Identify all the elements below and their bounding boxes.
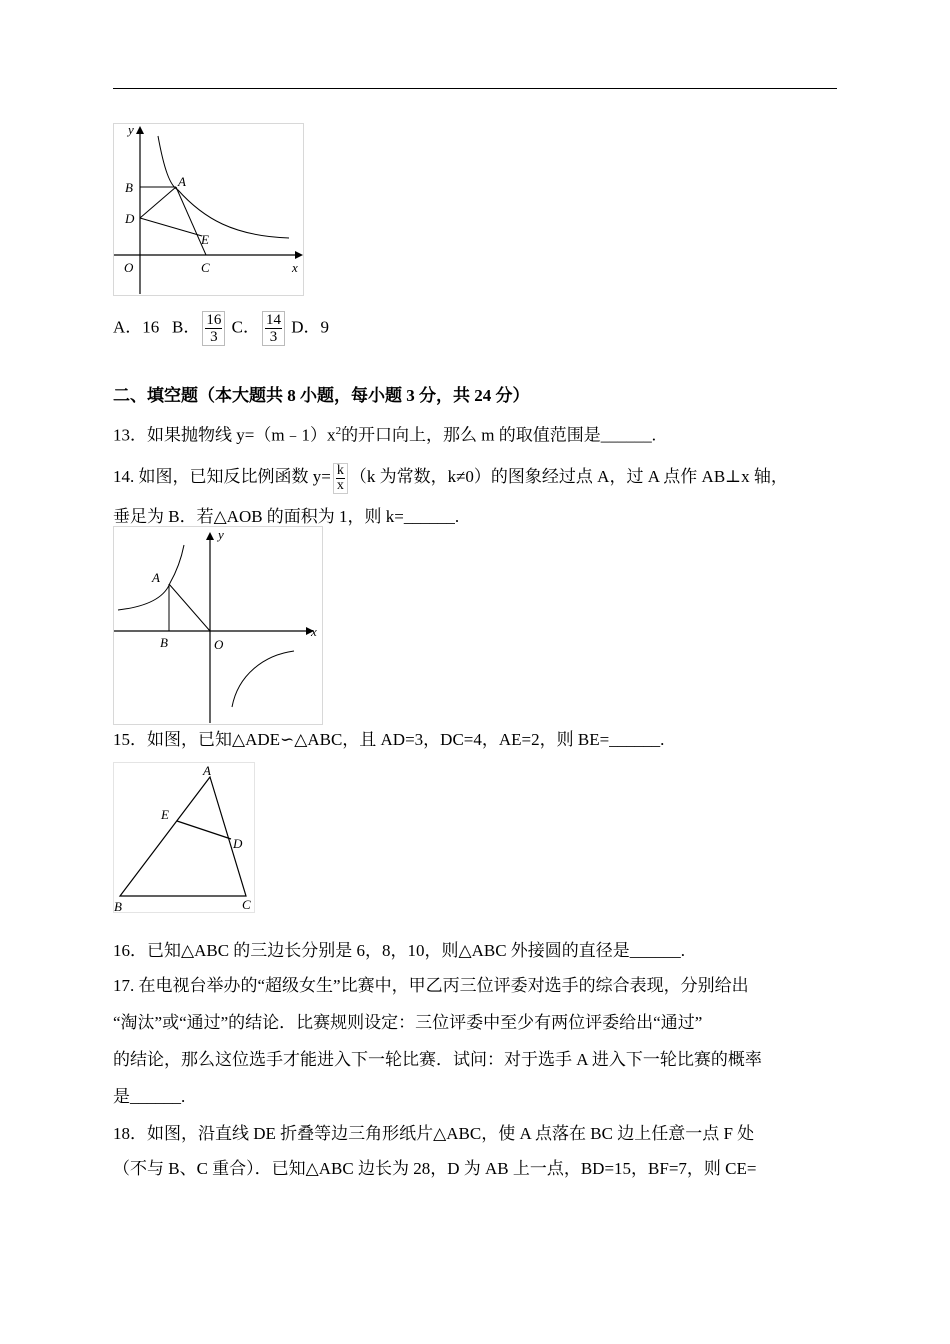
question-17-line4: 是______. [113, 1087, 186, 1106]
label-d: D [233, 836, 243, 851]
label-e: E [161, 807, 169, 822]
triangle-abc [120, 777, 246, 896]
q14-pre: 14. 如图，已知反比例函数 y= [113, 467, 331, 486]
figure-q15 [113, 762, 255, 913]
figure-q14 [113, 526, 323, 725]
fraction-b-den: 3 [210, 329, 218, 345]
label-d: D [125, 211, 135, 226]
question-16: 16．已知△ABC 的三边长分别是 6，8，10，则△ABC 外接圆的直径是______. [113, 941, 686, 960]
q13-pre: 13．如果抛物线 y=（m﹣1）x [113, 425, 336, 445]
q12-graph [114, 124, 303, 295]
label-c: C [242, 897, 251, 912]
q14-post: （k 为常数，k≠0）的图象经过点 A，过 A 点作 AB⊥x 轴， [349, 467, 788, 486]
label-a: A [203, 763, 211, 778]
label-b: B [160, 635, 168, 650]
label-a: A [152, 570, 160, 585]
q14-fraction [333, 463, 348, 494]
question-17-line1: 17. 在电视台举办的“超级女生”比赛中，甲乙丙三位评委对选手的综合表现，分别给出 [113, 976, 749, 995]
header-rule [113, 88, 837, 89]
question-17-line3: 的结论，那么这位选手才能进入下一轮比赛．试问：对于选手 A 进入下一轮比赛的概率 [113, 1050, 762, 1069]
label-x: x [292, 260, 298, 275]
option-b-prefix: B． [172, 317, 201, 337]
segment-ed [177, 821, 231, 839]
question-14-line2: 垂足为 B．若△AOB 的面积为 1，则 k=______. [113, 507, 460, 526]
option-a: A．16 [113, 317, 160, 337]
fraction-b-num: 16 [206, 312, 222, 328]
label-a: A [178, 174, 186, 189]
hyperbola-left-branch [118, 545, 184, 610]
section-2-heading: 二、填空题（本大题共 8 小题，每小题 3 分，共 24 分） [113, 386, 530, 405]
q13-sup: 2 [335, 425, 342, 437]
label-b: B [125, 180, 133, 195]
label-y: y [128, 124, 134, 137]
option-c-prefix: C． [231, 317, 260, 337]
segment-ad [140, 187, 176, 218]
option-d: D．9 [291, 317, 329, 337]
fraction-c-num: 14 [265, 312, 281, 328]
q14-graph [114, 527, 322, 724]
label-y: y [218, 527, 224, 542]
segment-de [140, 218, 202, 236]
q15-triangle [114, 763, 254, 912]
x-arrow-icon [295, 251, 303, 259]
label-b: B [114, 899, 122, 912]
fraction-b [202, 311, 225, 346]
fraction-c-den: 3 [269, 329, 278, 345]
question-18-line2: （不与 B、C 重合）．已知△ABC 边长为 28，D 为 AB 上一点，BD=15，BF=7，则 CE= [113, 1159, 757, 1178]
question-18-line1: 18．如图，沿直线 DE 折叠等边三角形纸片△ABC，使 A 点落在 BC 边上任意一点 F 处 [113, 1124, 755, 1143]
question-15: 15．如图，已知△ADE∽△ABC，且 AD=3，DC=4，AE=2，则 BE=______. [113, 730, 665, 749]
hyperbola-right-branch [232, 651, 294, 707]
y-arrow-icon [136, 126, 144, 134]
q14-fraction-den: x [336, 477, 344, 493]
fraction-c [262, 311, 285, 346]
label-o: O [214, 637, 224, 652]
question-17-line2: “淘汰”或“通过”的结论．比赛规则设定：三位评委中至少有两位评委给出“通过” [113, 1013, 703, 1032]
y-arrow-icon [206, 532, 214, 540]
options-q12 [113, 311, 329, 346]
segment-ao [169, 584, 210, 631]
question-14-line1 [113, 462, 788, 494]
label-x: x [311, 624, 317, 639]
label-o: O [124, 260, 134, 275]
q14-fraction-num: k [336, 462, 344, 478]
label-e: E [201, 232, 209, 247]
label-c: C [201, 260, 210, 275]
figure-q12 [113, 123, 304, 296]
q13-post: 的开口向上，那么 m 的取值范围是______. [341, 425, 657, 445]
question-13 [113, 420, 656, 447]
